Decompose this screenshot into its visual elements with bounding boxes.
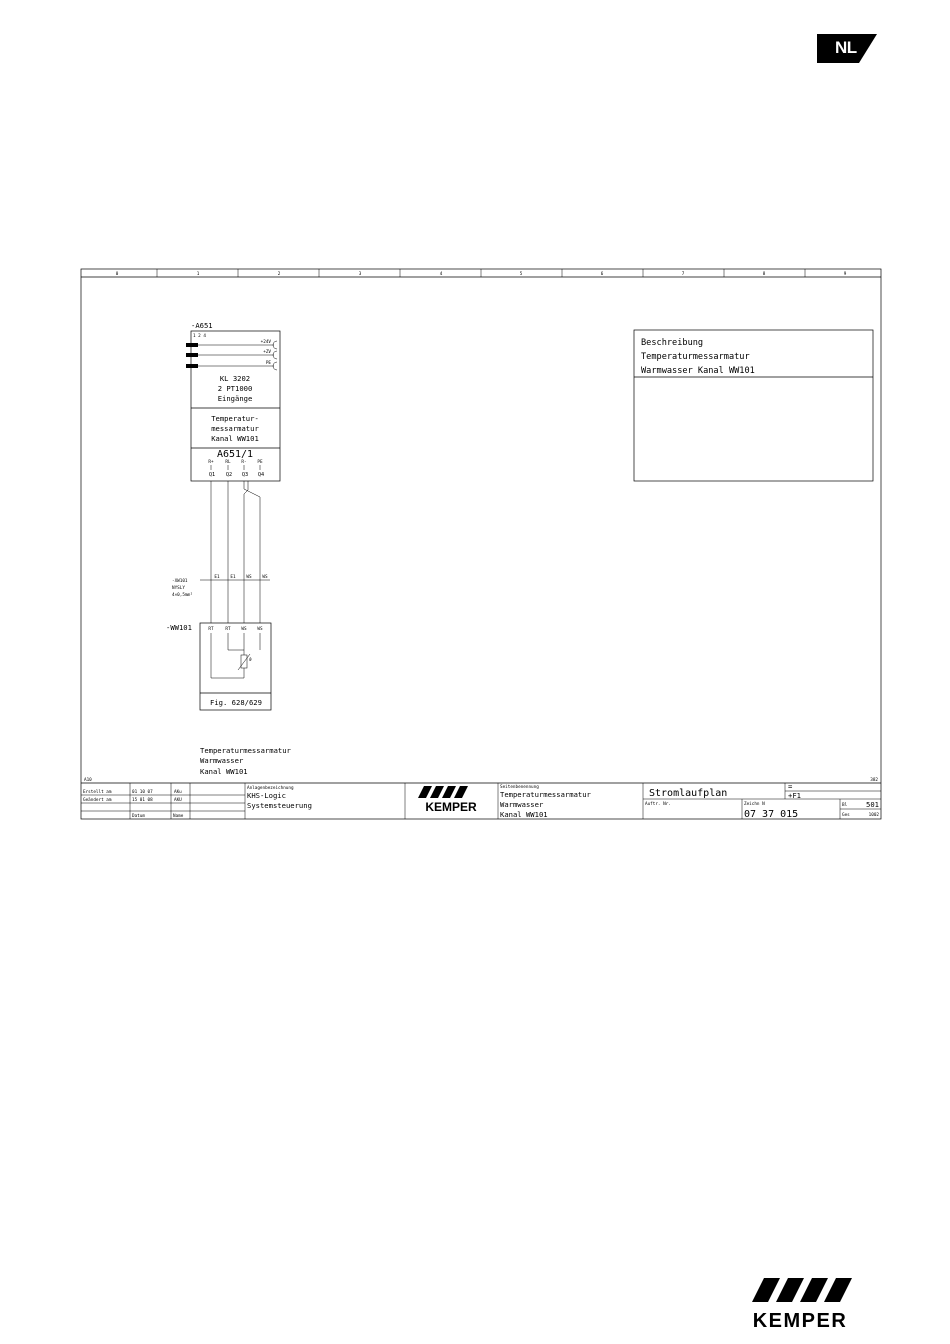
anlage-line-2: Systemsteuerung bbox=[247, 801, 312, 810]
svg-text:ϑ: ϑ bbox=[249, 658, 252, 663]
kemper-logo-text: KEMPER bbox=[752, 1310, 848, 1332]
kemper-logo bbox=[720, 1276, 880, 1332]
loc-label: +F1 bbox=[788, 791, 801, 800]
sensor-term-3: WS bbox=[241, 627, 247, 632]
description-line-2: Temperaturmessarmatur bbox=[641, 352, 750, 362]
sensor-fig-label: Fig. 628/629 bbox=[210, 698, 262, 707]
erstellt-label: Erstellt am bbox=[83, 790, 112, 795]
module-desc-3: Kanal WW101 bbox=[211, 434, 259, 443]
cable-label-3: 4×0,5mm² bbox=[172, 593, 193, 598]
anlage-label: Anlagenbezeichnung bbox=[247, 786, 294, 791]
caption-line-3: Kanal WW101 bbox=[200, 767, 248, 776]
title-block-logo-icon bbox=[418, 786, 468, 798]
sheet-frame bbox=[81, 269, 881, 819]
module-sub-ref: A651/1 bbox=[216, 449, 254, 460]
seite-line-1: Temperaturmessarmatur bbox=[500, 790, 591, 799]
column-9: 9 bbox=[843, 272, 847, 277]
sensor-term-1: RT bbox=[208, 627, 214, 632]
sensor-internal bbox=[211, 633, 260, 678]
column-8: 8 bbox=[762, 272, 766, 277]
module-line-3: Eingänge bbox=[217, 394, 253, 403]
signal-label-2: +ZV bbox=[263, 350, 271, 355]
bl-label: Bl bbox=[842, 803, 848, 808]
ges-value: 1002 bbox=[868, 813, 879, 818]
sensor-box bbox=[200, 623, 271, 710]
caption-line-2: Warmwasser bbox=[200, 756, 244, 765]
kemper-logo-icon bbox=[720, 1276, 880, 1306]
module-term-num-3: Q3 bbox=[241, 472, 249, 478]
caption-line-1: Temperaturmessarmatur bbox=[200, 746, 291, 755]
cable-label-1: -XW101 bbox=[172, 579, 188, 584]
resistor-icon bbox=[238, 654, 252, 670]
drawing-number: 07 37 015 bbox=[744, 809, 799, 820]
sensor-term-4: WS bbox=[257, 627, 263, 632]
module-term-2: RL bbox=[225, 460, 231, 465]
wiring bbox=[200, 481, 270, 623]
bl-value: 501 bbox=[866, 800, 879, 809]
module-desc-1: Temperatur- bbox=[211, 414, 259, 423]
anlage-line-1: KHS-Logic bbox=[247, 791, 286, 800]
module-term-1: R+ bbox=[208, 460, 214, 465]
module-term-num-1: Q1 bbox=[208, 472, 216, 478]
auftr-label: Auftr. Nr. bbox=[645, 802, 671, 807]
column-2: 2 bbox=[277, 272, 281, 277]
column-6: 6 bbox=[600, 272, 604, 277]
module-term-num-2: Q2 bbox=[225, 472, 233, 478]
column-4: 4 bbox=[439, 272, 443, 277]
geaendert-label: Geändert am bbox=[83, 798, 112, 803]
module-desc-2: messarmatur bbox=[211, 424, 259, 433]
signal-label-3: PE bbox=[265, 361, 271, 366]
zeichn-label: Zeichn N bbox=[744, 802, 765, 807]
erstellt-name: AKu bbox=[174, 790, 182, 795]
description-line-1: Beschreibung bbox=[641, 338, 704, 348]
plan-type: Stromlaufplan bbox=[649, 788, 728, 799]
column-1: 1 bbox=[196, 272, 200, 277]
description-line-3: Warmwasser Kanal WW101 bbox=[641, 366, 755, 376]
corner-left-label: A10 bbox=[84, 778, 92, 783]
name-label: Name bbox=[173, 814, 184, 819]
erstellt-date: 01 10 07 bbox=[132, 790, 153, 795]
column-3: 3 bbox=[358, 272, 362, 277]
geaendert-name: AKU bbox=[174, 798, 182, 803]
corner-right-label: 382 bbox=[870, 778, 878, 783]
seite-line-3: Kanal WW101 bbox=[500, 810, 548, 819]
ges-label: Ges bbox=[842, 813, 850, 818]
cable-label-2: NYSLY bbox=[172, 586, 185, 591]
module-term-4: PE bbox=[257, 460, 263, 465]
module-term-num-4: Q4 bbox=[257, 472, 265, 478]
seite-label: Seitenbenennung bbox=[500, 785, 539, 790]
module-ref: -A651 bbox=[191, 321, 213, 330]
geaendert-date: 15 01 08 bbox=[132, 798, 153, 803]
language-badge-label: NL bbox=[835, 38, 857, 57]
cable-core-4: WS bbox=[262, 575, 268, 580]
module-line-1: KL 3202 bbox=[219, 374, 251, 383]
column-0: 0 bbox=[115, 272, 119, 277]
sensor-term-2: RT bbox=[225, 627, 231, 632]
module-term-3: R- bbox=[241, 460, 247, 465]
module-pins-top: 1 2 4 bbox=[193, 334, 206, 339]
cable-core-3: WS bbox=[246, 575, 252, 580]
eq-label: = bbox=[788, 782, 793, 791]
cable-core-1: E1 bbox=[214, 575, 220, 580]
title-block-company: KEMPER bbox=[425, 800, 477, 814]
signal-label-1: +24V bbox=[260, 340, 271, 345]
datum-label: Datum bbox=[132, 814, 145, 819]
seite-line-2: Warmwasser bbox=[500, 800, 544, 809]
sensor-ref: -WW101 bbox=[166, 623, 192, 632]
cable-core-2: E1 bbox=[230, 575, 236, 580]
column-7: 7 bbox=[681, 272, 685, 277]
module-line-2: 2 PT1000 bbox=[217, 384, 253, 393]
module-signal-lines bbox=[186, 341, 277, 370]
column-5: 5 bbox=[519, 272, 523, 277]
